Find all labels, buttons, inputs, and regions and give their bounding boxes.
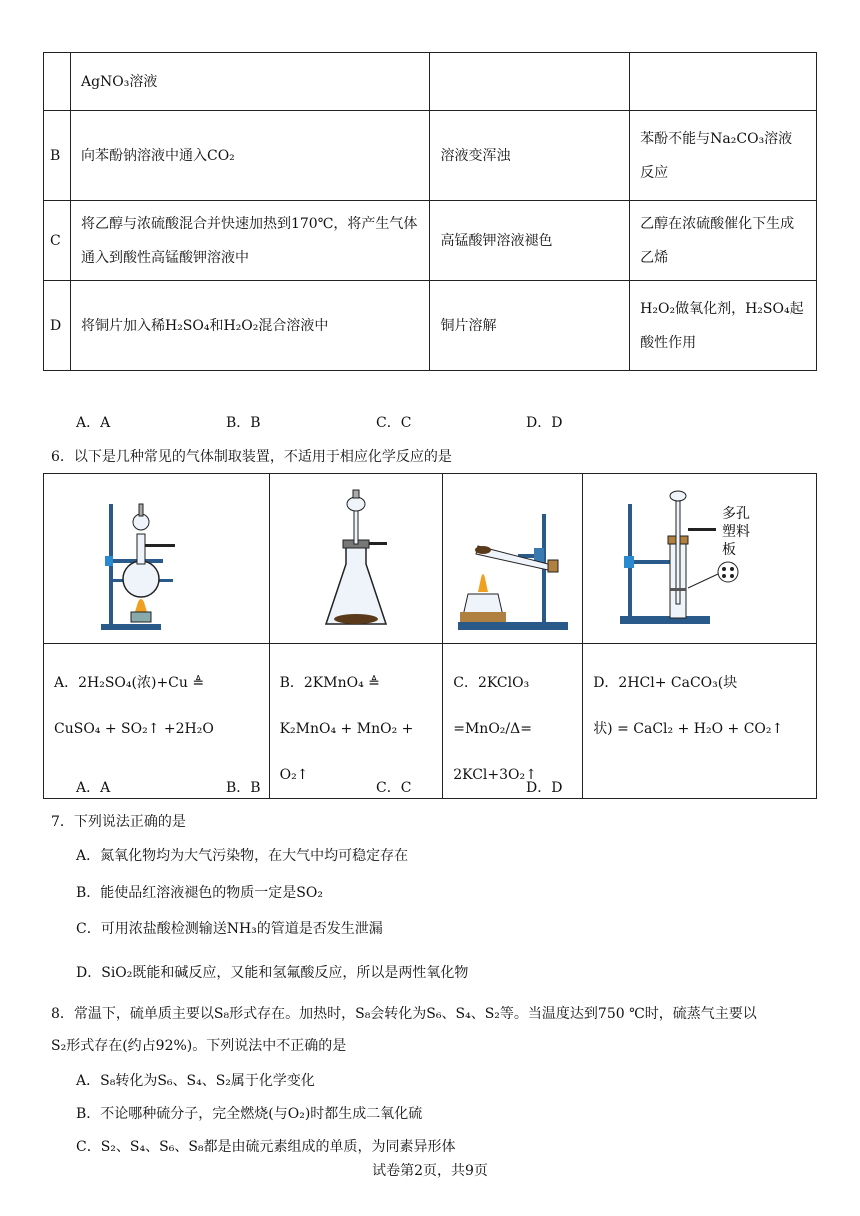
q7-stem: 7．下列说法正确的是 — [51, 814, 186, 830]
equation-d-line1: D．2HCl+ CaCO₃(块 — [593, 675, 738, 691]
equation-a-line2: CuSO₄ + SO₂↑ +2H₂O — [54, 721, 214, 737]
phenomenon-cell: 溶液变浑浊 — [430, 111, 630, 201]
q8-option-b[interactable]: B．不论哪种硫分子，完全燃烧(与O₂)时都生成二氧化硫 — [76, 1106, 423, 1122]
option-a[interactable]: A．A — [76, 780, 111, 796]
apparatus-b-cell — [269, 474, 443, 644]
operation-cell: AgNO₃溶液 — [70, 53, 429, 111]
q7-option-c[interactable]: C．可用浓盐酸检测输送NH₃的管道是否发生泄漏 — [76, 921, 383, 937]
option-c[interactable]: C．C — [376, 780, 412, 796]
row-label — [44, 53, 71, 111]
conclusion-cell: 苯酚不能与Na₂CO₃溶液反应 — [630, 111, 817, 201]
option-b[interactable]: B．B — [226, 780, 261, 796]
option-a[interactable]: A．A — [76, 415, 111, 431]
q8-stem-line1: 8．常温下，硫单质主要以S₈形式存在。加热时，S₈会转化为S₆、S₄、S₂等。当温度达到750 ℃时，硫蒸气主要以 — [51, 1006, 757, 1022]
porous-plate-generator-icon — [610, 484, 790, 634]
row-label: C — [44, 201, 71, 281]
equation-a-cell — [44, 644, 270, 799]
test-tube-lamp-apparatus-icon — [448, 484, 578, 634]
q7-option-d[interactable]: D．SiO₂既能和碱反应，又能和氢氟酸反应，所以是两性氧化物 — [76, 965, 469, 981]
apparatus-a-cell — [44, 474, 270, 644]
q8-option-c[interactable]: C．S₂、S₄、S₆、S₈都是由硫元素组成的单质，为同素异形体 — [76, 1139, 456, 1155]
conclusion-cell — [630, 53, 817, 111]
erlenmeyer-dropping-funnel-icon — [311, 484, 401, 634]
q7-option-b[interactable]: B．能使品红溶液褪色的物质一定是SO₂ — [76, 885, 323, 901]
conclusion-cell: H₂O₂做氧化剂，H₂SO₄起酸性作用 — [630, 281, 817, 371]
q8-option-a[interactable]: A．S₈转化为S₆、S₄、S₂属于化学变化 — [76, 1073, 315, 1089]
q6-stem: 6．以下是几种常见的气体制取装置，不适用于相应化学反应的是 — [51, 449, 452, 465]
svg-text:多孔: 多孔 — [721, 505, 750, 522]
svg-text:板: 板 — [721, 541, 736, 558]
row-label: D — [44, 281, 71, 371]
apparatus-d-cell — [583, 474, 817, 644]
table-row — [44, 53, 817, 111]
equation-a-line1: A．2H₂SO₄(浓)+Cu ≜ — [54, 675, 205, 691]
table-row — [44, 111, 817, 201]
operation-cell: 将乙醇与浓硫酸混合并快速加热到170℃，将产生气体通入到酸性高锰酸钾溶液中 — [70, 201, 429, 281]
equation-c-line1: C．2KClO₃ =MnO₂/Δ= — [453, 675, 532, 737]
q6-options — [76, 777, 676, 797]
experiment-table — [43, 52, 817, 371]
phenomenon-cell — [430, 53, 630, 111]
equation-d-cell — [583, 644, 817, 799]
option-d[interactable]: D．D — [526, 780, 563, 796]
q7-option-a[interactable]: A．氮氧化物均为大气污染物，在大气中均可稳定存在 — [76, 848, 409, 864]
operation-cell: 向苯酚钠溶液中通入CO₂ — [70, 111, 429, 201]
conclusion-cell: 乙醇在浓硫酸催化下生成乙烯 — [630, 201, 817, 281]
equation-c-cell — [443, 644, 583, 799]
table-row — [44, 281, 817, 371]
option-b[interactable]: B．B — [226, 415, 261, 431]
option-d[interactable]: D．D — [526, 415, 563, 431]
apparatus-table — [43, 473, 817, 799]
equation-b-cell — [269, 644, 443, 799]
equation-d-line2: 状) = CaCl₂ + H₂O + CO₂↑ — [593, 721, 784, 737]
equation-b-line1: B．2KMnO₄ ≜ — [279, 675, 380, 691]
q8-stem-line2: S₂形式存在(约占92%)。下列说法中不正确的是 — [51, 1038, 347, 1054]
apparatus-c-cell — [443, 474, 583, 644]
row-label: B — [44, 111, 71, 201]
operation-cell: 将铜片加入稀H₂SO₄和H₂O₂混合溶液中 — [70, 281, 429, 371]
flask-heating-apparatus-icon — [91, 484, 221, 634]
q5-options — [76, 412, 676, 432]
equation-b-line2: K₂MnO₄ + MnO₂ + O₂↑ — [279, 721, 414, 783]
phenomenon-cell: 高锰酸钾溶液褪色 — [430, 201, 630, 281]
phenomenon-cell: 铜片溶解 — [430, 281, 630, 371]
table-row — [44, 201, 817, 281]
equation-c-line2: 2KCl+3O₂↑ — [453, 767, 537, 783]
svg-text:塑料: 塑料 — [721, 523, 750, 540]
page-footer: 试卷第2页，共9页 — [372, 1163, 488, 1179]
option-c[interactable]: C．C — [376, 415, 412, 431]
